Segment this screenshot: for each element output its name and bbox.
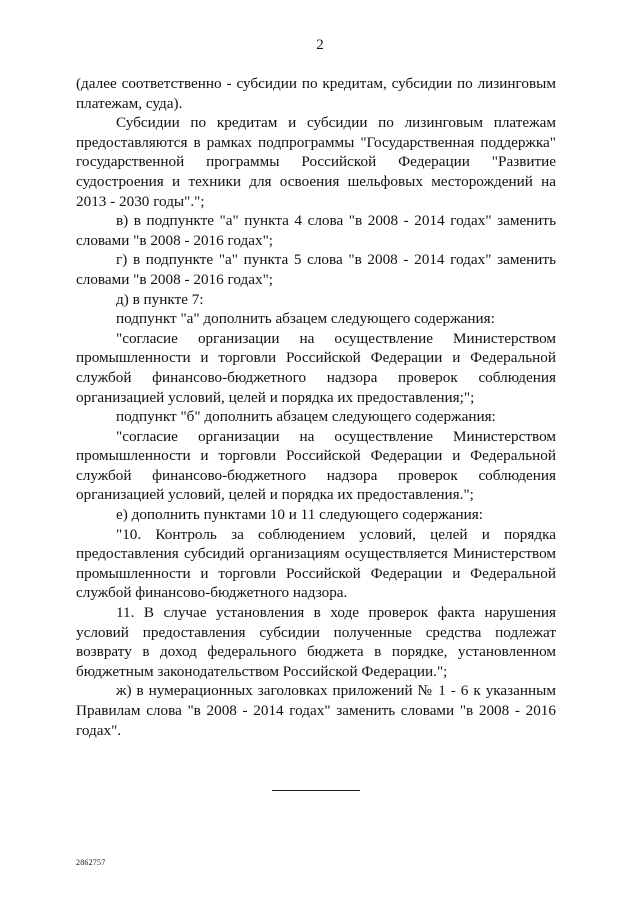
paragraph: подпункт "б" дополнить абзацем следующего содержания: bbox=[116, 408, 496, 426]
paragraph: в) в подпункте "а" пункта 4 слова "в 2008 - 2014 годах" заменить словами "в 2008 - 2016 годах"; bbox=[76, 212, 556, 249]
paragraph: Субсидии по кредитам и субсидии по лизинговым платежам предоставляются в рамках подпрограммы "Государственная поддержка" государственной программы Российской Федерации "Развитие судостроения и техники для освоения шельфовых месторождений на 2013 - 2030 годы"."; bbox=[76, 114, 556, 210]
paragraph: г) в подпункте "а" пункта 5 слова "в 2008 - 2014 годах" заменить словами "в 2008 - 2016 годах"; bbox=[76, 251, 556, 288]
paragraph: е) дополнить пунктами 10 и 11 следующего содержания: bbox=[116, 506, 483, 524]
separator-line bbox=[272, 790, 360, 791]
paragraph: подпункт "а" дополнить абзацем следующего содержания: bbox=[116, 310, 495, 328]
paragraph: "10. Контроль за соблюдением условий, целей и порядка предоставления субсидий организациям осуществляется Министерством промышленности и торговли Российской Федерации и Федеральной службой финансово-бюджетного надзора. bbox=[76, 525, 556, 602]
paragraph: ж) в нумерационных заголовках приложений № 1 - 6 к указанным Правилам слова "в 2008 - 2014 годах" заменить словами "в 2008 - 2016 годах". bbox=[76, 682, 556, 739]
paragraph: д) в пункте 7: bbox=[116, 290, 204, 308]
paragraph: 11. В случае установления в ходе проверок факта нарушения условий предоставления субсидии полученные средства подлежат возврату в доход федерального бюджета в порядке, установленном бюджетным законодательством Российской Федерации."; bbox=[76, 604, 556, 680]
paragraph: "согласие организации на осуществление Министерством промышленности и торговли Российской Федерации и Федеральной службой финансово-бюджетного надзора проверок соблюдения организацией условий, целей и порядка их предоставления."; bbox=[76, 427, 556, 504]
page-number: 2 bbox=[316, 37, 324, 53]
paragraph: (далее соответственно - субсидии по кредитам, субсидии по лизинговым платежам, суда). bbox=[76, 75, 556, 112]
document-body bbox=[76, 74, 556, 740]
paragraph: "согласие организации на осуществление Министерством промышленности и торговли Российской Федерации и Федеральной службой финансово-бюджетного надзора проверок соблюдения организацией условий, целей и порядка их предоставления;"; bbox=[76, 329, 556, 406]
document-id: 2862757 bbox=[76, 858, 106, 867]
